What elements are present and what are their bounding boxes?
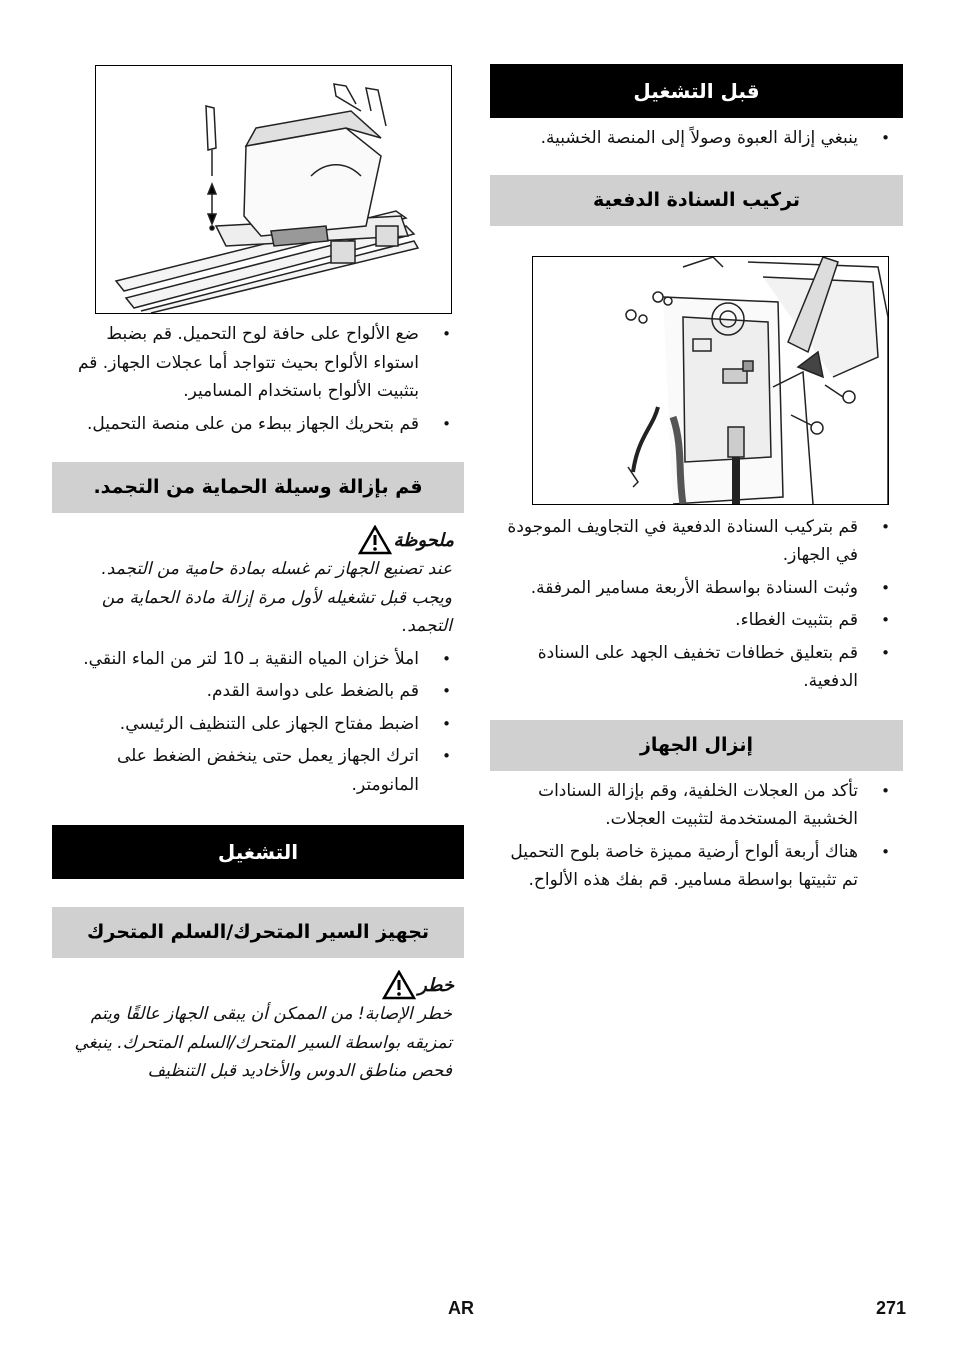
note-block (52, 525, 464, 641)
page-number: 271 (876, 1298, 907, 1318)
danger-block (52, 970, 464, 1086)
before-operation-list (490, 124, 903, 153)
list-item: • قم بتركيب السنادة الدفعية في التجاويف الموجودة في الجهاز. (500, 513, 858, 570)
list-item: • قم بتثبيت الغطاء. (500, 606, 858, 635)
list-item: • هناك أربعة ألواح أرضية مميزة خاصة بلوح التحميل تم تثبيتها بواسطة مسامير. قم بفك هذه الألواح. (500, 838, 858, 895)
list-item: • ضع الألواح على حافة لوح التحميل. قم بضبط استواء الألواح بحيث تتواجد أما عجلات الجهاز. قم بتثبيت الألواح باستخدام المسامير. (62, 320, 419, 406)
list-item: • قم بتعليق خطافات تخفيف الجهد على السنادة الدفعية. (500, 639, 858, 696)
note-text: عند تصنيع الجهاز تم غسله بمادة حامية من التجمد. ويجب قبل تشغيله لأول مرة إزالة مادة الحماية من التجمد. (101, 559, 452, 636)
unload-list (490, 777, 903, 895)
ramp-list (52, 320, 464, 438)
note-label: ملحوظة (393, 529, 454, 551)
section-header-unload: إنزال الجهاز (490, 720, 903, 771)
section-header-before-operation: قبل التشغيل (490, 64, 903, 118)
list-item: • قم بالضغط على دواسة القدم. (62, 677, 419, 706)
ramp-drawing (96, 66, 451, 313)
section-header-frost-protection: قم بإزالة وسيلة الحماية من التجمد. (52, 462, 464, 513)
section-header-operation: التشغيل (52, 825, 464, 879)
push-handle-illustration (532, 256, 889, 505)
right-column (490, 64, 903, 899)
ramp-illustration (95, 65, 452, 314)
list-item: • وثبت السنادة بواسطة الأربعة مسامير المرفقة. (500, 574, 858, 603)
push-handle-drawing (533, 257, 888, 504)
note-title (52, 525, 464, 555)
left-column (52, 64, 464, 1086)
list-item: • اترك الجهاز يعمل حتى ينخفض الضغط على المانومتر. (62, 742, 419, 799)
warning-triangle-icon (382, 970, 416, 1000)
footer-language: AR (448, 1298, 474, 1318)
section-header-escalator: تجهيز السير المتحرك/السلم المتحرك (52, 907, 464, 958)
frost-protection-list (52, 645, 464, 800)
list-item: • قم بتحريك الجهاز ببطء من على منصة التحميل. (62, 410, 419, 439)
list-item: • ينبغي إزالة العبوة وصولاً إلى المنصة الخشبية. (500, 124, 858, 153)
list-item: • اضبط مفتاح الجهاز على التنظيف الرئيسي. (62, 710, 419, 739)
warning-triangle-icon (358, 525, 392, 555)
list-item: • املأ خزان المياه النقية بـ 10 لتر من الماء النقي. (62, 645, 419, 674)
section-header-push-handle: تركيب السنادة الدفعية (490, 175, 903, 226)
push-handle-list (490, 513, 903, 696)
danger-title (52, 970, 464, 1000)
list-item: • تأكد من العجلات الخلفية، وقم بإزالة السنادات الخشبية المستخدمة لتثبيت العجلات. (500, 777, 858, 834)
danger-label: خطر (418, 974, 454, 996)
danger-text: خطر الإصابة! من الممكن أن يبقى الجهاز عالقًا ويتم تمزيقه بواسطة السير المتحرك/السلم المتحرك. ينبغي فحص مناطق الدوس والأخاديد قبل التنظيف (74, 1004, 452, 1081)
